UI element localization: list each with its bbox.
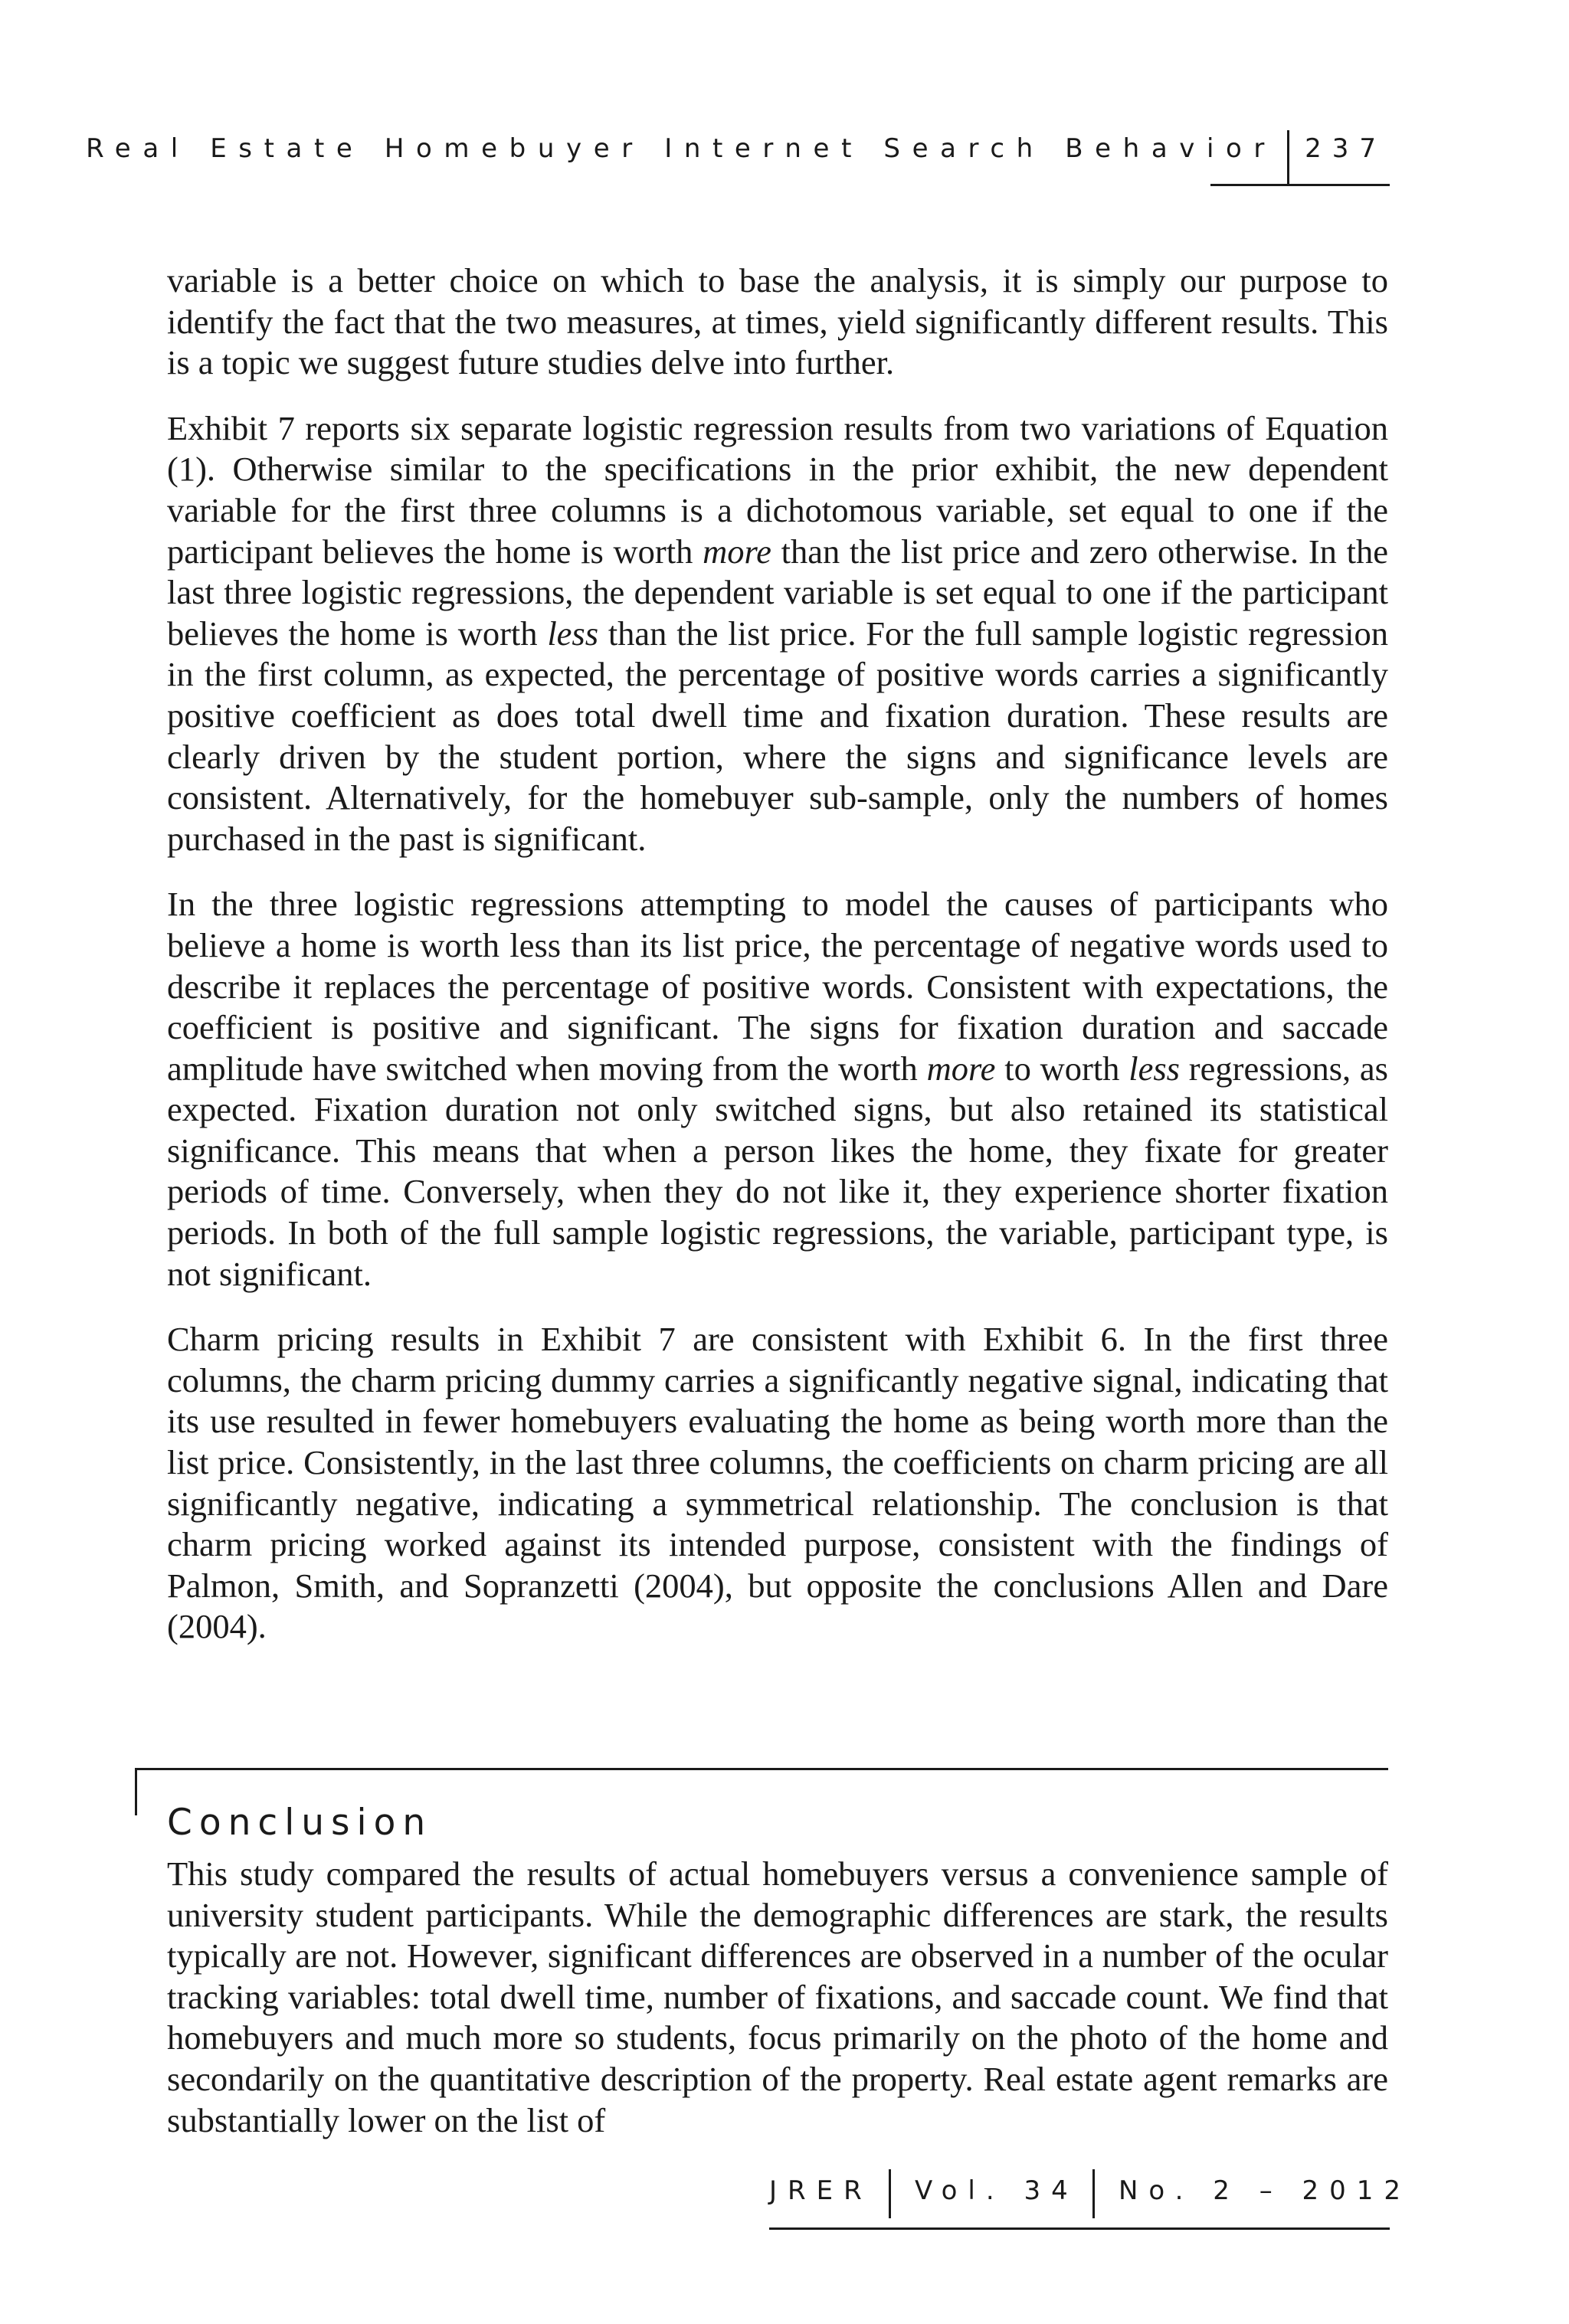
paragraph-3 — [167, 884, 1388, 1295]
running-header — [86, 130, 1390, 191]
emphasis-more: more — [926, 1049, 996, 1088]
conclusion-rule — [135, 1768, 1388, 1770]
volume-number: Vol. 34 — [915, 2175, 1079, 2206]
running-title: Real Estate Homebuyer Internet Search Behavior — [86, 133, 1276, 164]
running-footer — [769, 2166, 1412, 2243]
footer-divider — [889, 2169, 891, 2218]
paragraph-3-part-b: to worth — [995, 1049, 1129, 1088]
header-divider — [1287, 130, 1289, 184]
conclusion-paragraph: This study compared the results of actual homebuyers versus a convenience sample of university student participants. While the demographic differences are stark, the results typically are not. However, significant differences are observed in a number of the ocular tracking variables: total dwell time, number of fixations, and saccade count. We find that homebuyers and much more so students, focus primarily on the photo of the home and secondarily on the quantitative description of the property. Real estate agent remarks are substantially lower on the list of — [167, 1854, 1388, 2139]
issue-number: No. 2 – 2012 — [1119, 2175, 1412, 2206]
emphasis-less: less — [547, 614, 599, 653]
paragraph-4: Charm pricing results in Exhibit 7 are consistent with Exhibit 6. In the first three columns, the charm pricing dummy carries a significantly negative signal, indicating that its use resulted in fewer homebuyers evaluating the home as being worth more than the list price. Consistently, in the last three columns, the coefficients on charm pricing are all significantly negative, indicating a symmetrical relationship. The conclusion is that charm pricing worked against its intended purpose, consistent with the findings of Palmon, Smith, and Sopranzetti (2004), but opposite the conclusions Allen and Dare (2004). — [167, 1320, 1388, 1646]
paragraph-3-part-a: In the three logistic regressions attempting to model the causes of participants who believe a home is worth less than its list price, the percentage of negative words used to describe it replaces the percentage of positive words. Consistent with expectations, the coefficient is positive and significant. The signs for fixation duration and saccade amplitude have switched when moving from the worth — [167, 885, 1388, 1088]
conclusion-heading: Conclusion — [167, 1802, 433, 1844]
paragraph-2-part-b: than the list price and zero otherwise. In the last three logistic regressions, the dependent variable is set equal to one if the participant believes the home is worth — [167, 532, 1388, 653]
main-text — [167, 260, 1388, 1648]
page-number: 237 — [1305, 133, 1387, 164]
footer-divider — [1092, 2169, 1095, 2218]
emphasis-more: more — [703, 532, 771, 571]
footer-rule — [769, 2227, 1390, 2230]
journal-name: JRER — [769, 2175, 873, 2206]
emphasis-less: less — [1128, 1049, 1180, 1088]
paragraph-1: variable is a better choice on which to base the analysis, it is simply our purpose to identify the fact that the two measures, at times, yield significantly different results. This is a topic we suggest future studies delve into further. — [167, 261, 1388, 382]
conclusion-bracket — [135, 1768, 137, 1815]
header-rule — [1210, 184, 1390, 186]
paragraph-2-part-c: than the list price. For the full sample logistic regression in the first column, as expected, the percentage of positive words carries a significantly positive coefficient as does total dwell time and fixation duration. These results are clearly driven by the student portion, where the signs and significance levels are consistent. Alternatively, for the homebuyer sub-sample, only the numbers of homes purchased in the past is significant. — [167, 614, 1388, 858]
paragraph-2-part-a: Exhibit 7 reports six separate logistic regression results from two variations of Equation (1). Otherwise similar to the specifications in the prior exhibit, the new dependent variable for the first three columns is a dichotomous variable, set equal to one if the participant believes the home is worth — [167, 408, 1388, 571]
paragraph-3-part-c: regressions, as expected. Fixation duration not only switched signs, but also retained its statistical significance. This means that when a person likes the home, they fixate for greater periods of time. Conversely, when they do not like it, they experience shorter fixation periods. In both of the full sample logistic regressions, the variable, participant type, is not significant. — [167, 1049, 1388, 1293]
paragraph-2 — [167, 408, 1388, 860]
